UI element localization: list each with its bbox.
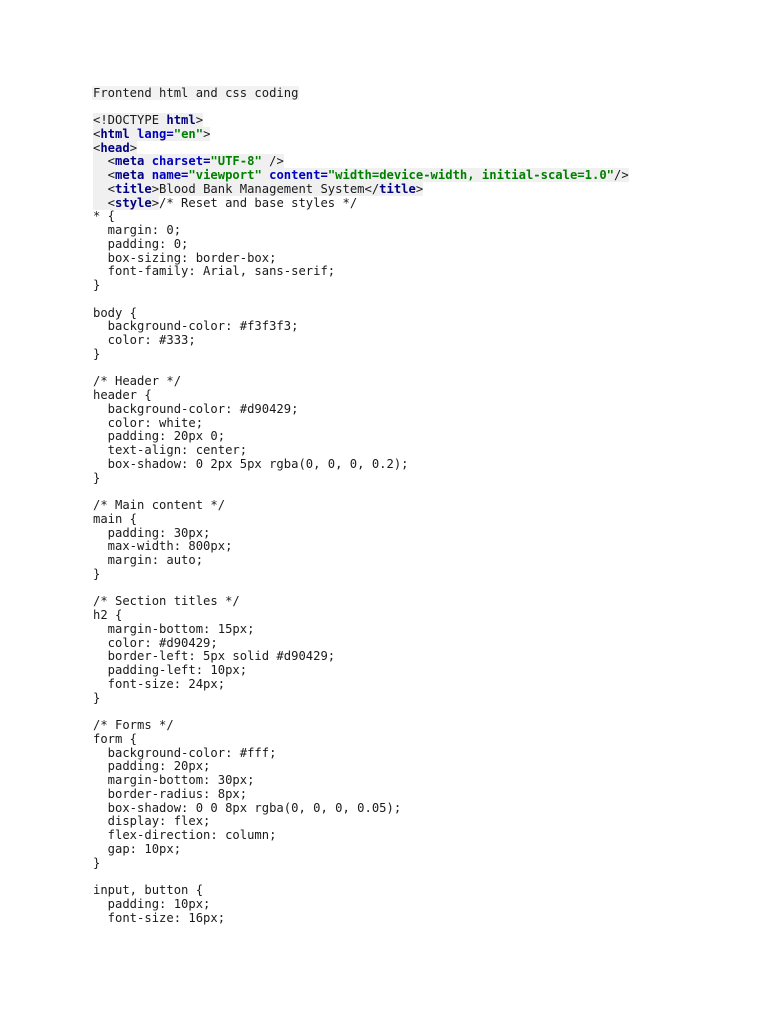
code-token: color: #d90429; [93, 635, 218, 650]
code-line [93, 485, 629, 499]
code-line [93, 375, 629, 389]
code-line [93, 692, 629, 706]
code-token: "UTF-8" [210, 154, 262, 169]
code-line [93, 829, 629, 843]
code-line [93, 389, 629, 403]
code-token: background-color: #fff; [93, 745, 277, 760]
code-line [93, 843, 629, 857]
code-line [93, 582, 629, 596]
code-line [93, 293, 629, 307]
code-token: max-width: 800px; [93, 539, 233, 554]
code-token: lang= [129, 126, 174, 141]
code-token: > [415, 181, 424, 196]
code-line [93, 609, 629, 623]
code-line [93, 568, 629, 582]
code-line [93, 815, 629, 829]
code-token: > [129, 140, 138, 155]
code-token: font-size: 24px; [93, 676, 226, 691]
code-token: padding: 20px 0; [93, 429, 226, 444]
code-line [93, 499, 629, 513]
code-token: } [93, 855, 101, 870]
code-token: < [93, 195, 116, 210]
code-token: head [100, 140, 130, 155]
code-token: input, button { [93, 883, 204, 897]
code-line [93, 898, 629, 912]
code-token: text-align: center; [93, 443, 248, 457]
code-line [93, 183, 629, 197]
code-token: header { [93, 388, 152, 402]
code-token: /* Main content */ [93, 498, 226, 512]
code-line [93, 760, 629, 774]
code-line [93, 733, 629, 747]
code-token: title [379, 181, 416, 196]
code-token: "width=device-width, initial-scale=1.0" [327, 168, 614, 182]
code-line [93, 224, 629, 238]
code-line [93, 513, 629, 527]
code-token: /* Section titles */ [93, 594, 240, 609]
code-line [93, 114, 629, 128]
code-token: < [93, 168, 116, 182]
code-line [93, 334, 629, 348]
code-token: } [93, 566, 101, 581]
code-token: content= [261, 168, 328, 182]
code-token: margin: 0; [93, 223, 182, 237]
code-token: margin-bottom: 15px; [93, 621, 255, 636]
code-token: > [203, 126, 211, 141]
code-line [93, 169, 629, 183]
code-token: font-size: 16px; [93, 910, 226, 925]
code-token: "viewport" [188, 168, 262, 182]
code-token: > [151, 195, 160, 210]
code-token: < [93, 140, 101, 155]
code-token: display: flex; [93, 814, 211, 829]
code-block [93, 114, 629, 925]
code-token: margin: auto; [93, 553, 204, 567]
code-token: margin-bottom: 30px; [93, 773, 255, 787]
code-token: background-color: #f3f3f3; [93, 319, 299, 334]
code-token: padding: 30px; [93, 525, 211, 540]
code-token: /> [261, 154, 284, 169]
code-token: html [100, 126, 130, 141]
code-token: box-shadow: 0 0 8px rgba(0, 0, 0, 0.05); [93, 800, 402, 815]
code-line [93, 210, 629, 224]
code-line [93, 705, 629, 719]
code-line [93, 678, 629, 692]
code-line [93, 362, 629, 376]
code-token: title [115, 181, 152, 196]
code-token: color: #333; [93, 333, 196, 347]
code-line [93, 265, 629, 279]
code-token: box-sizing: border-box; [93, 250, 277, 265]
code-token: gap: 10px; [93, 841, 182, 856]
code-token: border-left: 5px solid #d90429; [93, 649, 336, 664]
code-line [93, 320, 629, 334]
code-token: form { [93, 731, 138, 746]
code-token: < [93, 154, 116, 169]
code-token: /> [614, 168, 629, 182]
code-token: box-shadow: 0 2px 5px rgba(0, 0, 0, 0.2); [93, 456, 409, 471]
code-token: background-color: #d90429; [93, 401, 299, 416]
code-token: flex-direction: column; [93, 828, 277, 842]
code-line [93, 155, 629, 169]
code-token: /* Header */ [93, 374, 182, 389]
code-token: > [195, 113, 204, 127]
code-token: html [166, 113, 196, 127]
code-line [93, 650, 629, 664]
code-token: } [93, 278, 101, 292]
code-line [93, 417, 629, 431]
code-line [93, 788, 629, 802]
code-token: } [93, 690, 101, 705]
code-token: meta [115, 154, 145, 169]
code-line [93, 527, 629, 541]
code-token: h2 { [93, 608, 123, 622]
code-token: >Blood Bank Management System</ [151, 181, 380, 196]
code-token: * { [93, 209, 116, 224]
code-token: "en" [173, 126, 204, 141]
document-title: Frontend html and css coding [93, 86, 299, 100]
code-line [93, 719, 629, 733]
code-line [93, 252, 629, 266]
code-token: padding: 10px; [93, 896, 211, 911]
code-line [93, 774, 629, 788]
code-token: < [93, 126, 101, 141]
code-line [93, 623, 629, 637]
code-token: style [115, 195, 152, 210]
code-token: padding: 20px; [93, 759, 211, 774]
code-token: name= [144, 168, 189, 182]
code-token: } [93, 346, 101, 361]
code-line [93, 912, 629, 926]
code-line [93, 279, 629, 293]
code-line [93, 637, 629, 651]
code-line [93, 430, 629, 444]
code-line [93, 857, 629, 871]
code-token: /* Forms */ [93, 718, 174, 732]
code-line [93, 348, 629, 362]
code-token: < [93, 181, 116, 196]
code-token: color: white; [93, 415, 204, 430]
code-line [93, 472, 629, 486]
code-token: main { [93, 511, 138, 526]
code-line [93, 554, 629, 568]
code-token: padding-left: 10px; [93, 663, 248, 677]
code-line [93, 444, 629, 458]
code-token: meta [115, 168, 145, 182]
code-token: body { [93, 305, 138, 320]
code-line [93, 307, 629, 321]
code-line [93, 128, 629, 142]
code-line [93, 197, 629, 211]
code-token: padding: 0; [93, 236, 189, 251]
code-line [93, 870, 629, 884]
code-line [93, 884, 629, 898]
code-line [93, 664, 629, 678]
code-token: /* Reset and base styles */ [159, 195, 358, 210]
code-token: charset= [144, 154, 211, 169]
code-line [93, 595, 629, 609]
code-token: } [93, 470, 101, 485]
code-token: <!DOCTYPE [93, 113, 167, 127]
code-token: border-radius: 8px; [93, 786, 248, 801]
code-line [93, 458, 629, 472]
code-line [93, 403, 629, 417]
code-token: font-family: Arial, sans-serif; [93, 264, 336, 279]
code-line [93, 802, 629, 816]
code-line [93, 142, 629, 156]
code-line [93, 238, 629, 252]
code-line [93, 747, 629, 761]
code-line [93, 540, 629, 554]
